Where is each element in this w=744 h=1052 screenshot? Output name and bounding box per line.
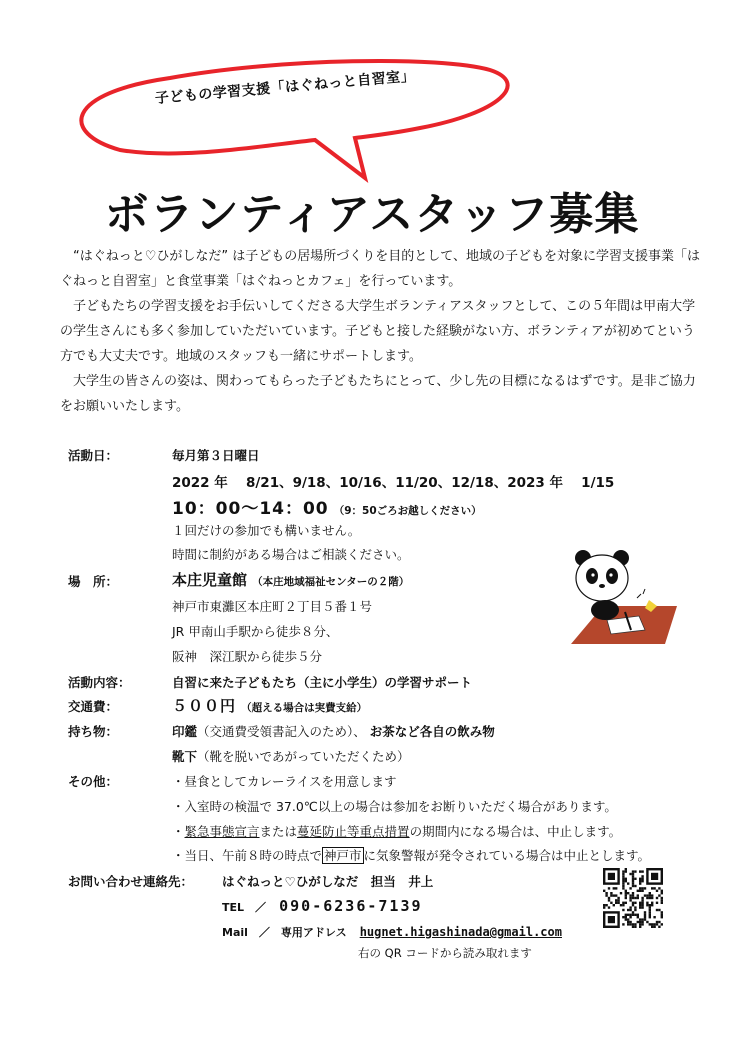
place-access-2: 阪神 深江駅から徒歩５分	[172, 649, 323, 664]
transport-row	[172, 695, 367, 716]
intro-paragraph-2: 子どもたちの学習支援をお手伝いしてくださる大学生ボランティアスタッフとして、この５年間は甲南大学の学生さんにも多く参加していただいています。子どもと接した経験がない方、ボランティアが初めてという方でも大丈夫です。地域のスタッフも一緒にサポートします。	[60, 299, 696, 364]
intro-paragraph-3: 大学生の皆さんの姿は、関わってもらった子どもたちにとって、少し先の目標になるはずです。是非ご協力をお願いいたします。	[60, 374, 696, 414]
bubble-text: 子どもの学習支援「はぐねっと自習室」	[154, 68, 416, 107]
contact-org: はぐねっと♡ひがしなだ 担当 井上	[222, 874, 434, 889]
belongings-label: 持ち物：	[68, 724, 119, 739]
activity-note-2: 時間に制約がある場合はご相談ください。	[172, 547, 410, 562]
activity-time-note: （9：50ごろお越しください）	[333, 505, 482, 517]
mail-label: Mail ／ 専用アドレス	[222, 926, 347, 939]
activity-weekday: 毎月第３日曜日	[172, 448, 260, 463]
qr-note: 右の QR コードから読み取れます	[358, 946, 532, 960]
belongings-row-1	[172, 722, 495, 740]
content-value: 自習に来た子どもたち（主に小学生）の学習サポート	[172, 675, 473, 690]
emergency-declaration: 緊急事態宣言	[184, 824, 260, 839]
other-line-4-head: ・当日、午前８時の時点で	[172, 848, 323, 863]
belongings-row-2	[172, 747, 410, 765]
other-line-2: ・入室時の検温で 37.0℃以上の場合は参加をお断りいただく場合があります。	[172, 799, 617, 814]
activity-dates: 2022 年 8/21、9/18、10/16、11/20、12/18、2023 年 1/15	[172, 475, 615, 491]
kobe-city-box: 神戸市	[324, 848, 362, 863]
other-line-1: ・昼食としてカレーライスを用意します	[172, 774, 397, 789]
priority-measures: 蔓延防止等重点措置	[297, 824, 410, 839]
belongings-item-3-note: （靴を脱いであがっていただくため）	[197, 749, 410, 764]
belongings-item-2: お茶など各自の飲み物	[369, 724, 495, 739]
belongings-item-1-note: （交通費受領書記入のため）、	[197, 724, 366, 739]
place-name-note: （本庄地域福祉センターの２階）	[252, 576, 410, 588]
transport-value: ５００円	[172, 697, 237, 715]
belongings-item-3: 靴下	[172, 749, 198, 764]
place-label: 場 所：	[68, 574, 119, 589]
activity-time: 10：00～14：00	[172, 499, 329, 519]
contact-tel-row	[222, 896, 423, 915]
intro-paragraph-1: “はぐねっと♡ひがしなだ” は子どもの居場所づくりを目的として、地域の子どもを対象に学習支援事業「はぐねっと自習室」と食堂事業「はぐねっとカフェ」を行っています。	[60, 249, 700, 289]
page-title: ボランティアスタッフ募集	[104, 189, 640, 240]
other-line-3	[172, 822, 621, 840]
other-line-3-bullet: ・	[172, 824, 185, 839]
other-line-3-or: または	[259, 824, 298, 839]
content-label: 活動内容：	[68, 675, 131, 690]
other-label: その他：	[68, 774, 119, 789]
other-line-3-tail: の期間内になる場合は、中止します。	[409, 824, 622, 839]
email-link[interactable]: hugnet.higashinada@gmail.com	[359, 925, 562, 939]
contact-mail-row	[222, 921, 562, 940]
panda-illustration	[565, 548, 677, 648]
other-line-4-tail: に気象警報が発令されている場合は中止とします。	[363, 848, 651, 863]
transport-label: 交通費：	[68, 699, 119, 714]
contact-label: お問い合わせ連絡先：	[68, 874, 194, 889]
other-line-4	[172, 846, 650, 864]
speech-bubble	[60, 38, 510, 188]
activity-day-label: 活動日：	[68, 448, 119, 463]
place-name: 本庄児童館	[172, 571, 248, 589]
belongings-item-1: 印鑑	[172, 724, 198, 739]
place-address: 神戸市東灘区本庄町２丁目５番１号	[172, 599, 373, 614]
qr-code-icon[interactable]	[603, 868, 663, 928]
place-name-row	[172, 569, 409, 590]
activity-time-row	[172, 494, 482, 519]
tel-label: TEL ／	[222, 901, 267, 914]
place-access-1: JR 甲南山手駅から徒歩８分、	[172, 624, 339, 639]
activity-note-1: １回だけの参加でも構いません。	[172, 523, 361, 538]
intro-text	[60, 244, 700, 419]
tel-number[interactable]: 090-6236-7139	[279, 897, 423, 915]
transport-note: （超える場合は実費支給）	[241, 702, 368, 714]
